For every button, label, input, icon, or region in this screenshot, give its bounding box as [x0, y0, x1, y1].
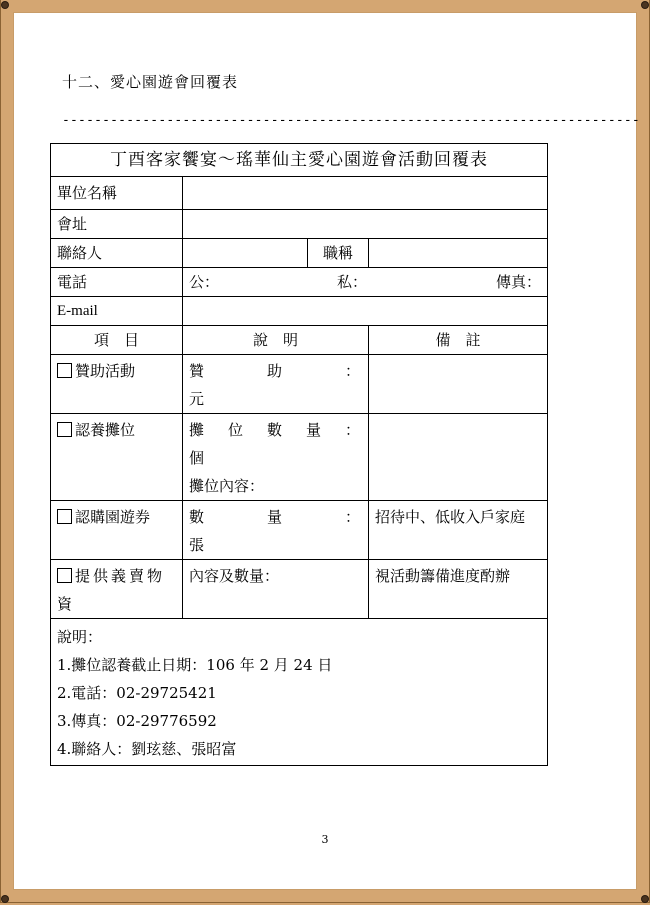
desc-unit: 元 — [189, 390, 205, 408]
desc-colon: ： — [344, 362, 360, 380]
address-field[interactable] — [183, 210, 548, 239]
note-phone: 2.電話：02-29725421 — [57, 684, 217, 702]
desc-char: 數 — [266, 421, 282, 439]
desc-char: 攤 — [189, 421, 205, 439]
option-buy-tickets[interactable] — [51, 501, 183, 560]
header-remark: 備 註 — [369, 326, 548, 355]
option-adopt-stall-label: 認養攤位 — [75, 421, 136, 439]
note-fax: 3.傳真：02-29776592 — [57, 712, 217, 730]
desc-colon: ： — [344, 421, 360, 439]
address-label: 會址 — [51, 210, 183, 239]
phone-label: 電話 — [51, 268, 183, 297]
option-sponsor[interactable] — [51, 355, 183, 414]
desc-char: 數 — [189, 508, 205, 526]
checkbox-icon[interactable] — [57, 422, 72, 437]
nail-icon — [642, 896, 648, 902]
phone-private-label: 私： — [337, 273, 368, 291]
sponsor-description — [183, 355, 369, 414]
sponsor-remark — [369, 355, 548, 414]
option-donate-goods-label: 提供義賣物資 — [57, 567, 166, 613]
desc-char: 位 — [227, 421, 243, 439]
desc-colon: ： — [344, 508, 360, 526]
note-deadline: 1.攤位認養截止日期：106 年 2 月 24 日 — [57, 656, 333, 674]
contact-label: 聯絡人 — [51, 239, 183, 268]
checkbox-icon[interactable] — [57, 568, 72, 583]
desc-char: 量 — [305, 421, 321, 439]
stall-remark — [369, 414, 548, 501]
reply-form-table — [50, 143, 548, 766]
contact-field[interactable] — [183, 239, 308, 268]
desc-unit: 張 — [189, 536, 205, 554]
email-label: E-mail — [51, 297, 183, 326]
header-description: 說 明 — [183, 326, 369, 355]
desc-char: 助 — [266, 362, 282, 380]
email-field[interactable] — [183, 297, 548, 326]
option-donate-goods[interactable] — [51, 560, 183, 619]
fax-label: 傳真： — [496, 273, 542, 291]
option-sponsor-label: 贊助活動 — [75, 362, 136, 380]
tickets-description — [183, 501, 369, 560]
section-title: 十二、愛心園遊會回覆表 — [62, 73, 239, 91]
phone-office-label: 公： — [189, 273, 220, 291]
option-adopt-stall[interactable] — [51, 414, 183, 501]
unit-name-field[interactable] — [183, 177, 548, 210]
goods-description: 內容及數量： — [183, 560, 369, 619]
checkbox-icon[interactable] — [57, 363, 72, 378]
desc-char: 贊 — [189, 362, 205, 380]
desc-char: 量 — [266, 508, 282, 526]
notes-section — [51, 619, 548, 766]
option-buy-tickets-label: 認購園遊券 — [75, 508, 151, 526]
stall-description — [183, 414, 369, 501]
phone-field[interactable] — [183, 268, 548, 297]
header-item: 項 目 — [51, 326, 183, 355]
tickets-remark: 招待中、低收入戶家庭 — [369, 501, 548, 560]
notes-heading: 說明： — [57, 628, 103, 646]
goods-remark: 視活動籌備進度酌辦 — [369, 560, 548, 619]
nail-icon — [642, 2, 648, 8]
note-contacts: 4.聯絡人：劉玹慈、張昭富 — [57, 740, 237, 758]
page-number: 3 — [321, 833, 329, 846]
form-title: 丁酉客家饗宴～瑤華仙主愛心園遊會活動回覆表 — [51, 144, 548, 177]
unit-name-label: 單位名稱 — [51, 177, 183, 210]
position-label: 職稱 — [308, 239, 369, 268]
checkbox-icon[interactable] — [57, 509, 72, 524]
nail-icon — [2, 2, 8, 8]
dashed-divider: ------------------------------------------------------------------------ — [62, 113, 640, 128]
desc-unit: 個 — [189, 449, 205, 467]
nail-icon — [2, 896, 8, 902]
position-field[interactable] — [369, 239, 548, 268]
document-page — [14, 13, 640, 889]
stall-content-label: 攤位內容： — [189, 477, 265, 495]
